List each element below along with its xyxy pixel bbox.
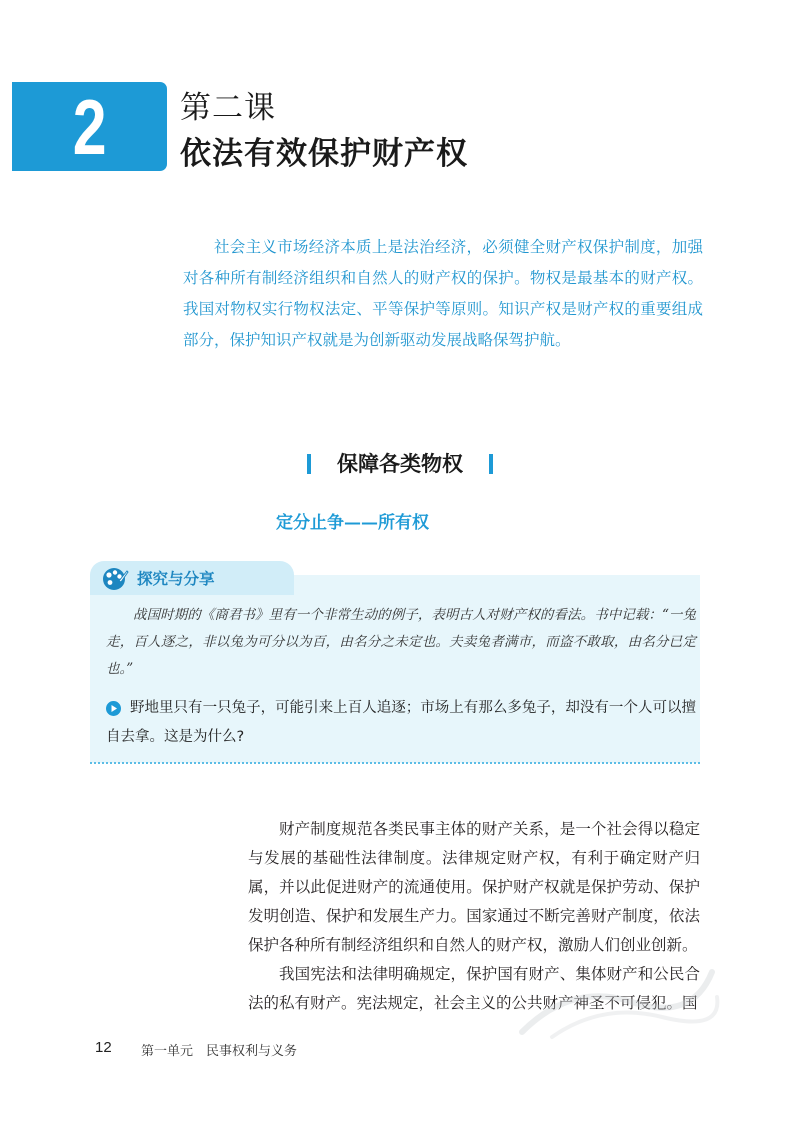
explore-quote: 战国时期的《商君书》里有一个非常生动的例子，表明古人对财产权的看法。书中记载：“一兔走，百人逐之，非以兔为可分以为百，由名分之未定也。夫卖兔者满市，而盗不敢取，由名分已定也。”: [106, 607, 696, 677]
explore-label: 探究与分享: [137, 570, 215, 588]
explore-question: 野地里只有一只兔子，可能引来上百人追逐；市场上有那么多兔子，却没有一个人可以擅自去拿。这是为什么?: [106, 700, 696, 745]
lesson-title: 依法有效保护财产权: [180, 136, 468, 172]
footer-unit-title: 第一单元 民事权利与义务: [141, 1044, 298, 1059]
lesson-number: 2: [72, 82, 107, 171]
lesson-number-badge: [12, 82, 167, 171]
lesson-intro: 社会主义市场经济本质上是法治经济，必须健全财产权保护制度，加强对各种所有制经济组织和自然人的财产权的保护。物权是最基本的财产权。我国对物权实行物权法定、平等保护等原则。知识产权是财产权的重要组成部分，保护知识产权就是为创新驱动发展战略保驾护航。: [183, 238, 703, 349]
paint-palette-icon: [101, 565, 129, 591]
section-subtitle: 定分止争——所有权: [276, 513, 429, 533]
explore-divider: [90, 762, 700, 764]
body-paragraph-2: 我国宪法和法律明确规定，保护国有财产、集体财产和公民合法的私有财产。宪法规定，社会主义的公共财产神圣不可侵犯。国: [248, 965, 700, 1012]
section-heading: [0, 448, 800, 478]
lesson-label: 第二课: [180, 90, 276, 126]
heading-bar-left: [307, 454, 311, 474]
page-number: 12: [95, 1039, 112, 1056]
body-paragraph-1: 财产制度规范各类民事主体的财产关系，是一个社会得以稳定与发展的基础性法律制度。法律规定财产权，有利于确定财产归属，并以此促进财产的流通使用。保护财产权就是保护劳动、保护发明创造、保护和发展生产力。国家通过不断完善财产制度，依法保护各种所有制经济组织和自然人的财产权，激励人们创业创新。: [248, 820, 700, 954]
section-title: 保障各类物权: [337, 452, 463, 476]
decorative-swirl-icon: [512, 962, 722, 1042]
heading-bar-right: [489, 454, 493, 474]
